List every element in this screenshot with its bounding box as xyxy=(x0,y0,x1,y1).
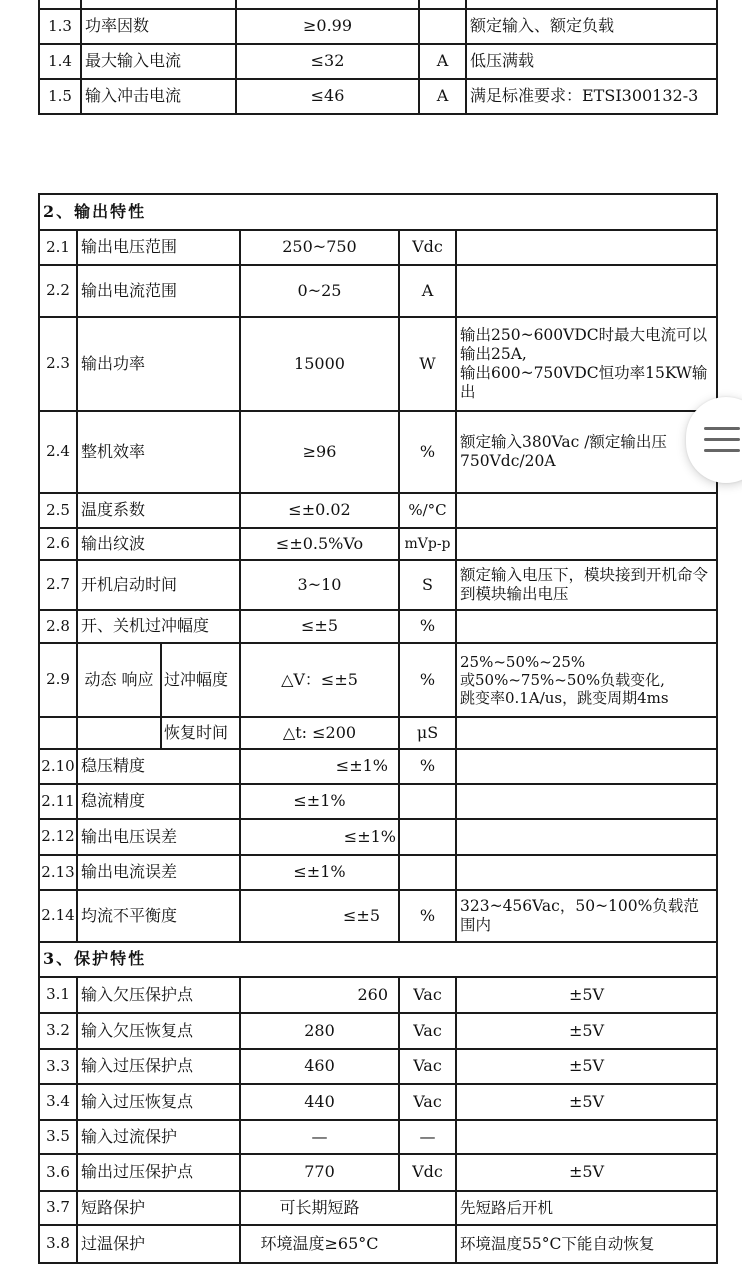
param-name: 输出电流误差 xyxy=(77,855,240,890)
param-name: 短路保护 xyxy=(77,1191,240,1225)
param-value: ≤±1% xyxy=(240,749,399,784)
row-number xyxy=(39,0,81,9)
param-unit: %/°C xyxy=(399,493,456,528)
table-row xyxy=(39,528,717,560)
param-value: 770 xyxy=(240,1154,399,1191)
table-row xyxy=(39,265,717,317)
row-number: 2.8 xyxy=(39,610,77,643)
param-value: 3~10 xyxy=(240,560,399,610)
table-row xyxy=(39,0,717,9)
param-note: 输出250~600VDC时最大电流可以输出25A, 输出600~750VDC恒功率15KW输出 xyxy=(456,317,717,411)
table-row xyxy=(39,1084,717,1120)
param-value: ≥96 xyxy=(240,411,399,493)
param-name: 过温保护 xyxy=(77,1225,240,1263)
param-name: 均流不平衡度 xyxy=(77,890,240,942)
table-row xyxy=(39,1120,717,1154)
param-unit xyxy=(399,819,456,855)
table-row xyxy=(39,317,717,411)
section-heading: 3、保护特性 xyxy=(39,942,717,977)
param-name xyxy=(77,717,161,749)
param-name: 输入冲击电流 xyxy=(81,79,236,114)
input-characteristics-table xyxy=(38,0,718,115)
param-name: 输出纹波 xyxy=(77,528,240,560)
row-number xyxy=(39,717,77,749)
param-note: 满足标准要求：ETSI300132-3 xyxy=(466,79,717,114)
param-name: 动态 响应 xyxy=(77,643,161,717)
param-note xyxy=(456,819,717,855)
param-note: 环境温度55°C下能自动恢复 xyxy=(456,1225,717,1263)
param-name: 开机启动时间 xyxy=(77,560,240,610)
param-unit: S xyxy=(399,560,456,610)
param-value: 460 xyxy=(240,1049,399,1084)
row-number: 2.7 xyxy=(39,560,77,610)
param-note xyxy=(466,0,717,9)
table-row xyxy=(39,1225,717,1263)
row-number: 2.9 xyxy=(39,643,77,717)
param-note xyxy=(456,265,717,317)
param-unit: mVp-p xyxy=(399,528,456,560)
param-subname: 过冲幅度 xyxy=(161,643,240,717)
row-number: 3.2 xyxy=(39,1013,77,1049)
table-row xyxy=(39,560,717,610)
row-number: 2.6 xyxy=(39,528,77,560)
table-row xyxy=(39,411,717,493)
param-note xyxy=(456,717,717,749)
section-heading-row xyxy=(39,942,717,977)
param-name: 温度系数 xyxy=(77,493,240,528)
param-name: 功率因数 xyxy=(81,9,236,44)
param-value: ≤±0.02 xyxy=(240,493,399,528)
row-number: 2.4 xyxy=(39,411,77,493)
param-value: ≤±5 xyxy=(240,890,399,942)
table-row xyxy=(39,79,717,114)
param-unit: Vdc xyxy=(399,230,456,265)
param-value: 280 xyxy=(240,1013,399,1049)
param-note: ±5V xyxy=(456,1049,717,1084)
param-value: △V：≤±5 xyxy=(240,643,399,717)
param-value: 环境温度≥65°C xyxy=(240,1225,456,1263)
param-name: 输入过压保护点 xyxy=(77,1049,240,1084)
param-value: 0~25 xyxy=(240,265,399,317)
param-note: ±5V xyxy=(456,1013,717,1049)
param-note xyxy=(456,493,717,528)
param-unit xyxy=(419,9,466,44)
row-number: 2.2 xyxy=(39,265,77,317)
param-value: ≤32 xyxy=(236,44,419,79)
param-name: 输出电压范围 xyxy=(77,230,240,265)
param-unit: % xyxy=(399,890,456,942)
param-unit: — xyxy=(399,1120,456,1154)
param-note: ±5V xyxy=(456,1154,717,1191)
param-name xyxy=(81,0,236,9)
param-value: ≥0.99 xyxy=(236,9,419,44)
param-name: 输入欠压恢复点 xyxy=(77,1013,240,1049)
table-row xyxy=(39,784,717,819)
param-unit xyxy=(419,0,466,9)
table-row xyxy=(39,643,717,717)
row-number: 2.1 xyxy=(39,230,77,265)
table-row xyxy=(39,1049,717,1084)
param-unit: A xyxy=(419,79,466,114)
param-unit: μS xyxy=(399,717,456,749)
param-note: 低压满载 xyxy=(466,44,717,79)
param-subname: 恢复时间 xyxy=(161,717,240,749)
param-unit xyxy=(399,855,456,890)
param-unit: % xyxy=(399,643,456,717)
param-value: 15000 xyxy=(240,317,399,411)
table-row xyxy=(39,819,717,855)
param-name: 输出功率 xyxy=(77,317,240,411)
param-unit: W xyxy=(399,317,456,411)
row-number: 2.13 xyxy=(39,855,77,890)
param-value: — xyxy=(240,1120,399,1154)
param-unit: Vac xyxy=(399,1049,456,1084)
param-note: 额定输入380Vac /额定输出压750Vdc/20A xyxy=(456,411,717,493)
param-unit: Vac xyxy=(399,1013,456,1049)
param-note xyxy=(456,749,717,784)
param-note xyxy=(456,230,717,265)
param-unit: Vac xyxy=(399,1084,456,1120)
param-note: 25%~50%~25% 或50%~75%~50%负载变化, 跳变率0.1A/us，跳变周期4ms xyxy=(456,643,717,717)
row-number: 2.11 xyxy=(39,784,77,819)
param-note xyxy=(456,528,717,560)
spec-table xyxy=(38,193,718,1264)
row-number: 1.3 xyxy=(39,9,81,44)
table-row xyxy=(39,610,717,643)
row-number: 3.8 xyxy=(39,1225,77,1263)
param-name: 稳流精度 xyxy=(77,784,240,819)
table-row xyxy=(39,230,717,265)
table-row xyxy=(39,1013,717,1049)
param-name: 输出电流范围 xyxy=(77,265,240,317)
param-note xyxy=(456,784,717,819)
row-number: 1.4 xyxy=(39,44,81,79)
row-number: 2.10 xyxy=(39,749,77,784)
param-value: ≤±1% xyxy=(240,784,399,819)
param-name: 输入过压恢复点 xyxy=(77,1084,240,1120)
table-row xyxy=(39,855,717,890)
param-value: ≤±1% xyxy=(240,855,399,890)
table-row xyxy=(39,890,717,942)
param-note: 先短路后开机 xyxy=(456,1191,717,1225)
table-row xyxy=(39,977,717,1013)
param-note: ±5V xyxy=(456,977,717,1013)
param-note: 323~456Vac，50~100%负载范围内 xyxy=(456,890,717,942)
row-number: 3.4 xyxy=(39,1084,77,1120)
param-note: ±5V xyxy=(456,1084,717,1120)
param-value: 250~750 xyxy=(240,230,399,265)
table-row xyxy=(39,493,717,528)
param-note xyxy=(456,855,717,890)
row-number: 3.5 xyxy=(39,1120,77,1154)
param-name: 整机效率 xyxy=(77,411,240,493)
param-name: 输入过流保护 xyxy=(77,1120,240,1154)
row-number: 3.1 xyxy=(39,977,77,1013)
param-name: 输出过压保护点 xyxy=(77,1154,240,1191)
table-row xyxy=(39,9,717,44)
param-name: 输入欠压保护点 xyxy=(77,977,240,1013)
param-unit: % xyxy=(399,411,456,493)
param-note xyxy=(456,610,717,643)
param-value: 260 xyxy=(240,977,399,1013)
param-note: 额定输入电压下，模块接到开机命令到模块输出电压 xyxy=(456,560,717,610)
table-row xyxy=(39,749,717,784)
row-number: 2.12 xyxy=(39,819,77,855)
param-unit: A xyxy=(399,265,456,317)
row-number: 3.3 xyxy=(39,1049,77,1084)
param-unit: % xyxy=(399,749,456,784)
row-number: 2.3 xyxy=(39,317,77,411)
param-note: 额定输入、额定负载 xyxy=(466,9,717,44)
param-name: 输出电压误差 xyxy=(77,819,240,855)
table-row xyxy=(39,1191,717,1225)
param-value: ≤±5 xyxy=(240,610,399,643)
section-heading-row xyxy=(39,194,717,230)
param-unit: Vdc xyxy=(399,1154,456,1191)
param-value: ≤46 xyxy=(236,79,419,114)
param-value: 440 xyxy=(240,1084,399,1120)
table-row xyxy=(39,1154,717,1191)
table-row xyxy=(39,717,717,749)
row-number: 2.14 xyxy=(39,890,77,942)
param-unit: Vac xyxy=(399,977,456,1013)
section-heading: 2、输出特性 xyxy=(39,194,717,230)
param-value: 可长期短路 xyxy=(240,1191,456,1225)
param-value: △t: ≤200 xyxy=(240,717,399,749)
row-number: 3.7 xyxy=(39,1191,77,1225)
row-number: 2.5 xyxy=(39,493,77,528)
param-value: ≤±1% xyxy=(240,819,399,855)
param-name: 最大输入电流 xyxy=(81,44,236,79)
param-unit: A xyxy=(419,44,466,79)
row-number: 3.6 xyxy=(39,1154,77,1191)
param-note xyxy=(456,1120,717,1154)
param-name: 稳压精度 xyxy=(77,749,240,784)
param-value: ≤±0.5%Vo xyxy=(240,528,399,560)
param-unit xyxy=(399,784,456,819)
table-row xyxy=(39,44,717,79)
row-number: 1.5 xyxy=(39,79,81,114)
param-value xyxy=(236,0,419,9)
param-unit: % xyxy=(399,610,456,643)
param-name: 开、关机过冲幅度 xyxy=(77,610,240,643)
